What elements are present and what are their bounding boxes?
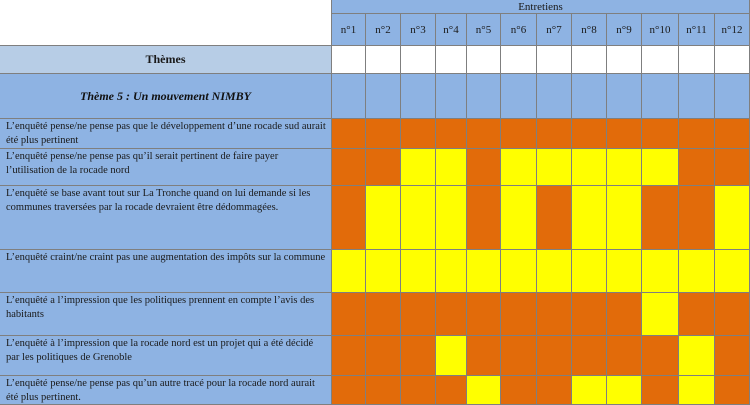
response-cell bbox=[715, 376, 750, 405]
response-cell bbox=[366, 336, 401, 376]
theme-row-blank-cell bbox=[679, 74, 715, 119]
response-cell bbox=[715, 250, 750, 293]
theme-row-blank-cell bbox=[607, 74, 642, 119]
response-cell bbox=[607, 119, 642, 149]
response-cell bbox=[572, 376, 607, 405]
response-cell bbox=[401, 376, 436, 405]
response-cell bbox=[642, 293, 679, 336]
response-cell bbox=[537, 250, 572, 293]
theme-row-blank-cell bbox=[642, 74, 679, 119]
response-cell bbox=[572, 336, 607, 376]
response-cell bbox=[501, 336, 537, 376]
response-cell bbox=[537, 293, 572, 336]
theme-row-blank-cell bbox=[715, 74, 750, 119]
response-cell bbox=[715, 149, 750, 186]
response-cell bbox=[401, 149, 436, 186]
response-cell bbox=[501, 119, 537, 149]
theme-row-blank-cell bbox=[401, 74, 436, 119]
response-cell bbox=[467, 119, 501, 149]
response-cell bbox=[607, 376, 642, 405]
themes-row-blank-cell bbox=[401, 46, 436, 74]
response-cell bbox=[366, 376, 401, 405]
response-cell bbox=[366, 250, 401, 293]
response-cell bbox=[366, 186, 401, 250]
response-cell bbox=[642, 336, 679, 376]
response-cell bbox=[436, 149, 467, 186]
response-cell bbox=[607, 293, 642, 336]
response-cell bbox=[679, 119, 715, 149]
entretiens-header: Entretiens bbox=[332, 0, 750, 14]
response-cell bbox=[436, 293, 467, 336]
response-cell bbox=[537, 376, 572, 405]
interview-number-5: n°5 bbox=[467, 14, 501, 46]
themes-row-blank-cell bbox=[572, 46, 607, 74]
question-7: L’enquêté pense/ne pense pas qu’un autre tracé pour la rocade nord aurait été plus pertinent. bbox=[0, 376, 332, 405]
response-cell bbox=[572, 250, 607, 293]
response-cell bbox=[332, 376, 366, 405]
theme-5-title: Thème 5 : Un mouvement NIMBY bbox=[0, 74, 332, 119]
interview-number-4: n°4 bbox=[436, 14, 467, 46]
response-cell bbox=[607, 336, 642, 376]
response-cell bbox=[715, 336, 750, 376]
response-cell bbox=[572, 293, 607, 336]
interview-number-6: n°6 bbox=[501, 14, 537, 46]
response-cell bbox=[501, 186, 537, 250]
interview-number-7: n°7 bbox=[537, 14, 572, 46]
question-3: L’enquêté se base avant tout sur La Tronche quand on lui demande si les communes traversées par la rocade devraient être dédommagées. bbox=[0, 186, 332, 250]
response-cell bbox=[332, 250, 366, 293]
theme-row-blank-cell bbox=[436, 74, 467, 119]
question-4: L’enquêté craint/ne craint pas une augmentation des impôts sur la commune bbox=[0, 250, 332, 293]
themes-row-blank-cell bbox=[436, 46, 467, 74]
response-cell bbox=[607, 186, 642, 250]
theme-row-blank-cell bbox=[467, 74, 501, 119]
response-cell bbox=[607, 149, 642, 186]
response-cell bbox=[436, 119, 467, 149]
response-cell bbox=[332, 336, 366, 376]
response-cell bbox=[642, 186, 679, 250]
response-cell bbox=[401, 293, 436, 336]
response-cell bbox=[467, 186, 501, 250]
themes-row-blank-cell bbox=[715, 46, 750, 74]
response-cell bbox=[467, 250, 501, 293]
response-cell bbox=[572, 186, 607, 250]
response-cell bbox=[679, 376, 715, 405]
themes-header: Thèmes bbox=[0, 46, 332, 74]
theme-row-blank-cell bbox=[332, 74, 366, 119]
response-cell bbox=[537, 119, 572, 149]
response-cell bbox=[467, 293, 501, 336]
themes-row-blank-cell bbox=[467, 46, 501, 74]
response-cell bbox=[436, 186, 467, 250]
response-cell bbox=[401, 186, 436, 250]
question-2: L’enquêté pense/ne pense pas qu’il serait pertinent de faire payer l’utilisation de la rocade nord bbox=[0, 149, 332, 186]
themes-row-blank-cell bbox=[679, 46, 715, 74]
response-cell bbox=[401, 336, 436, 376]
theme-row-blank-cell bbox=[537, 74, 572, 119]
response-cell bbox=[537, 186, 572, 250]
themes-row-blank-cell bbox=[501, 46, 537, 74]
response-cell bbox=[501, 293, 537, 336]
response-cell bbox=[642, 250, 679, 293]
response-cell bbox=[401, 119, 436, 149]
response-cell bbox=[501, 149, 537, 186]
interview-number-11: n°11 bbox=[679, 14, 715, 46]
response-cell bbox=[642, 119, 679, 149]
response-cell bbox=[436, 336, 467, 376]
response-cell bbox=[366, 149, 401, 186]
response-cell bbox=[467, 376, 501, 405]
response-cell bbox=[436, 376, 467, 405]
response-cell bbox=[715, 293, 750, 336]
theme-row-blank-cell bbox=[366, 74, 401, 119]
response-cell bbox=[642, 376, 679, 405]
question-1: L’enquêté pense/ne pense pas que le développement d’une rocade sud aurait été plus pertinent bbox=[0, 119, 332, 149]
response-cell bbox=[715, 186, 750, 250]
themes-row-blank-cell bbox=[366, 46, 401, 74]
response-cell bbox=[572, 149, 607, 186]
theme-row-blank-cell bbox=[572, 74, 607, 119]
interview-number-8: n°8 bbox=[572, 14, 607, 46]
interview-number-3: n°3 bbox=[401, 14, 436, 46]
response-cell bbox=[642, 149, 679, 186]
question-6: L’enquêté à l’impression que la rocade nord est un projet qui a été décidé par les politiques de Grenoble bbox=[0, 336, 332, 376]
response-cell bbox=[679, 149, 715, 186]
interview-number-10: n°10 bbox=[642, 14, 679, 46]
response-cell bbox=[332, 293, 366, 336]
response-cell bbox=[332, 186, 366, 250]
response-cell bbox=[501, 250, 537, 293]
interview-number-12: n°12 bbox=[715, 14, 750, 46]
question-5: L’enquêté a l’impression que les politiques prennent en compte l’avis des habitants bbox=[0, 293, 332, 336]
response-cell bbox=[679, 293, 715, 336]
themes-row-blank-cell bbox=[642, 46, 679, 74]
response-cell bbox=[715, 119, 750, 149]
response-cell bbox=[332, 119, 366, 149]
interview-number-2: n°2 bbox=[366, 14, 401, 46]
response-cell bbox=[401, 250, 436, 293]
response-cell bbox=[572, 119, 607, 149]
response-cell bbox=[679, 186, 715, 250]
response-cell bbox=[607, 250, 642, 293]
theme-row-blank-cell bbox=[501, 74, 537, 119]
response-cell bbox=[467, 149, 501, 186]
themes-row-blank-cell bbox=[537, 46, 572, 74]
response-cell bbox=[436, 250, 467, 293]
response-cell bbox=[537, 336, 572, 376]
response-cell bbox=[366, 119, 401, 149]
response-cell bbox=[679, 250, 715, 293]
corner-blank-cell bbox=[0, 0, 332, 46]
interview-number-1: n°1 bbox=[332, 14, 366, 46]
response-cell bbox=[679, 336, 715, 376]
response-cell bbox=[467, 336, 501, 376]
response-cell bbox=[332, 149, 366, 186]
themes-row-blank-cell bbox=[607, 46, 642, 74]
interview-number-9: n°9 bbox=[607, 14, 642, 46]
response-cell bbox=[501, 376, 537, 405]
response-cell bbox=[537, 149, 572, 186]
response-cell bbox=[366, 293, 401, 336]
themes-row-blank-cell bbox=[332, 46, 366, 74]
